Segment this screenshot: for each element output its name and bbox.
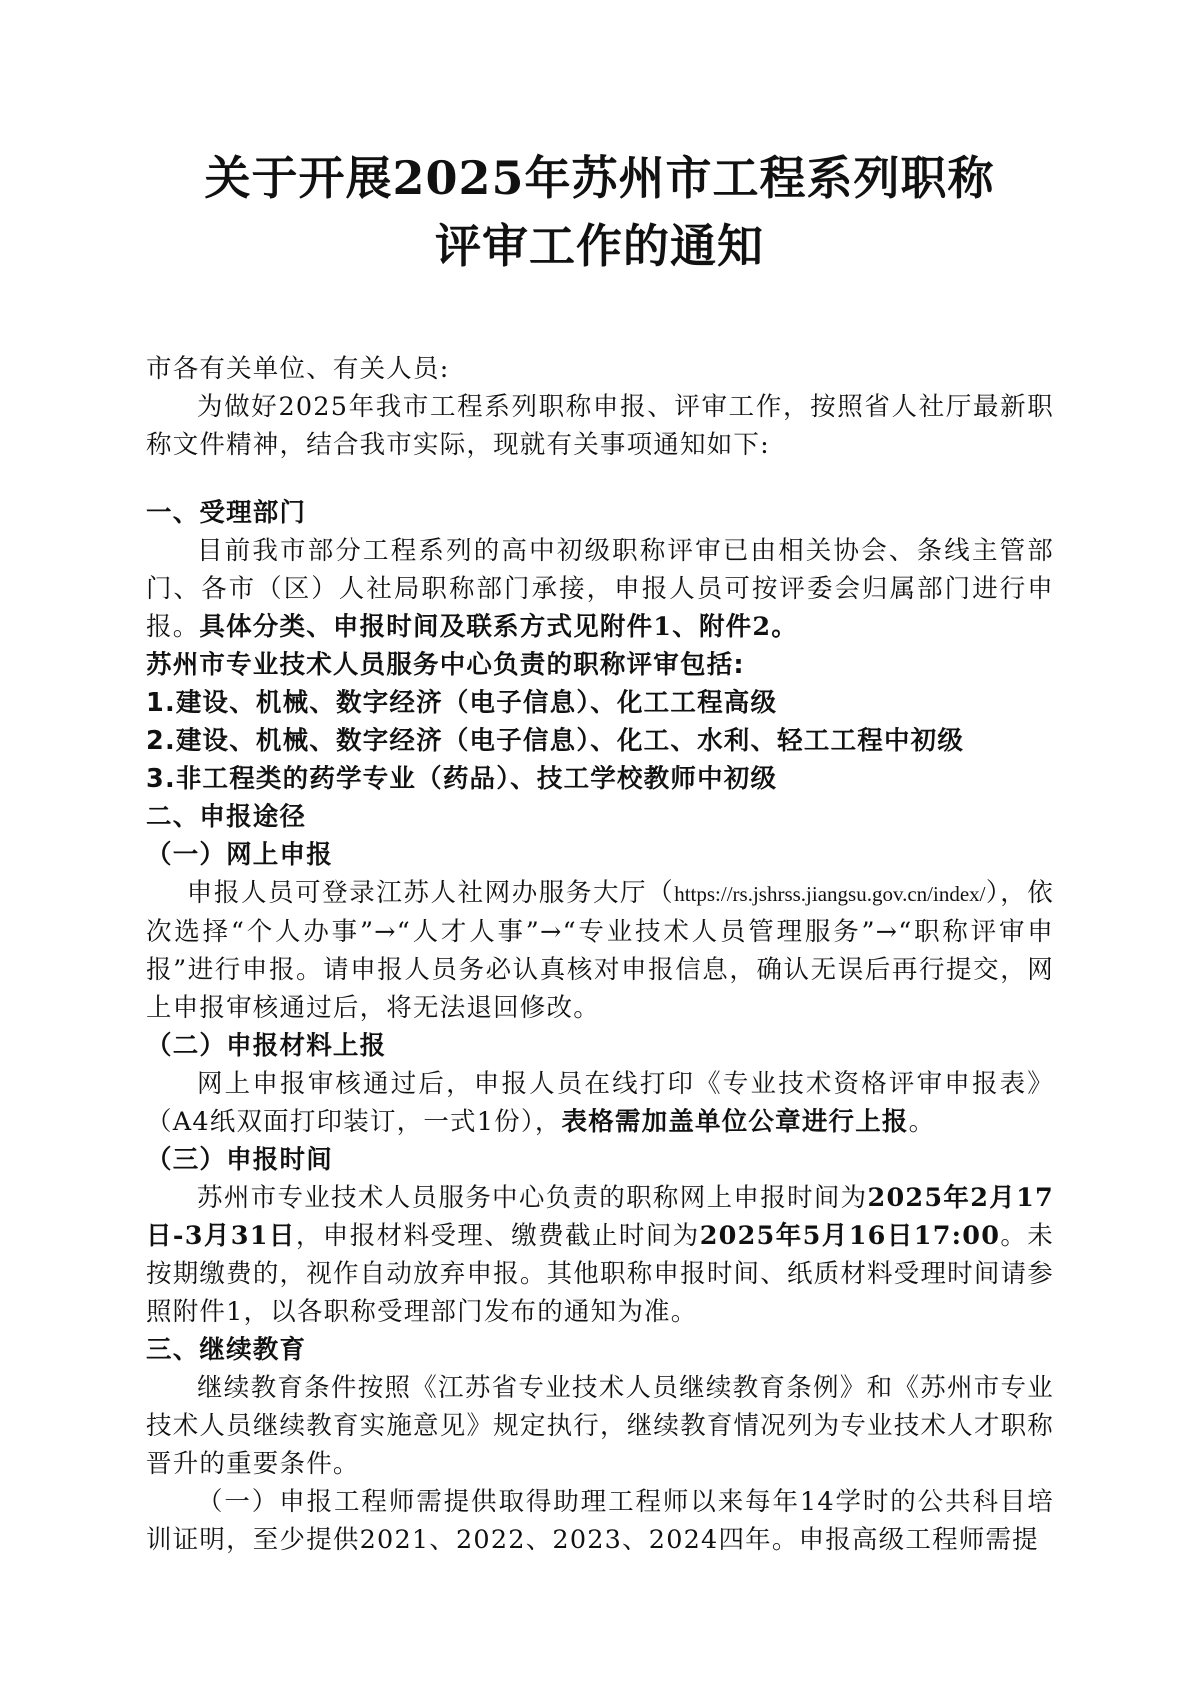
- document-title-line-1: 关于开展2025年苏州市工程系列职称: [204, 151, 995, 205]
- section-1-paragraph-2: 苏州市专业技术人员服务中心负责的职称评审包括:: [146, 650, 745, 680]
- section-3-paragraph-2: （一）申报工程师需提供取得助理工程师以来每年14学时的公共科目培训证明，至少提供2021、2022、2023、2024四年。申报高级工程师需提: [146, 1487, 1054, 1555]
- list-item: 1.建设、机械、数字经济（电子信息）、化工工程高级: [146, 688, 778, 718]
- section-2-sub-2-heading: （二）申报材料上报: [146, 1031, 387, 1061]
- section-3-heading: 三、继续教育: [146, 1335, 307, 1365]
- document-body: [146, 350, 1054, 1559]
- section-3-paragraph-1: 继续教育条件按照《江苏省专业技术人员继续教育条例》和《苏州市专业技术人员继续教育实施意见》规定执行，继续教育情况列为专业技术人才职称晋升的重要条件。: [146, 1373, 1054, 1479]
- section-2-sub-1-heading: （一）网上申报: [146, 840, 333, 870]
- section-1-para-1-bold: 具体分类、申报时间及联系方式见附件1、附件2。: [199, 612, 798, 642]
- section-1-para-1-text: 目前我市部分工程系列的高中初级职称评审已由相关协会、条线主管部门、各市（区）人社局职称部门承接，申报人员可按评委会归属部门进行申报。: [146, 536, 1054, 642]
- section-2-sub-3-paragraph: [146, 1179, 1054, 1331]
- sub-2-text: 网上申报审核通过后，申报人员在线打印《专业技术资格评审申报表》（A4纸双面打印装订，一式1份），: [146, 1069, 1054, 1137]
- section-2-heading: 二、申报途径: [146, 802, 307, 832]
- sub-3-text-1: 苏州市专业技术人员服务中心负责的职称网上申报时间为: [197, 1183, 868, 1213]
- sub-3-text-3: 。未按期缴费的，视作自动放弃申报。其他职称申报时间、纸质材料受理时间请参照附件1，以各职称受理部门发布的通知为准。: [146, 1221, 1054, 1327]
- section-1-paragraph-1: [146, 532, 1054, 646]
- salutation: 市各有关单位、有关人员:: [146, 354, 450, 384]
- list-item: 3.非工程类的药学专业（药品）、技工学校教师中初级: [146, 764, 778, 794]
- section-2-sub-3-heading: （三）申报时间: [146, 1145, 333, 1175]
- payment-deadline: 2025年5月16日17:00: [699, 1221, 1001, 1251]
- website-url: https://rs.jshrss.jiangsu.gov.cn/index/: [674, 882, 986, 906]
- online-application-period: 2025年2月17日-3月31日: [146, 1183, 1054, 1251]
- section-2-sub-2-paragraph: [146, 1065, 1054, 1141]
- intro-paragraph: 为做好2025年我市工程系列职称申报、评审工作，按照省人社厅最新职称文件精神，结合我市实际，现就有关事项通知如下:: [146, 392, 1054, 460]
- sub-2-text-end: 。: [908, 1107, 936, 1137]
- sub-3-text-2: ，申报材料受理、缴费截止时间为: [295, 1221, 700, 1251]
- sub-2-bold-text: 表格需加盖单位公章进行上报: [561, 1107, 909, 1137]
- list-item: 2.建设、机械、数字经济（电子信息）、化工、水利、轻工工程中初级: [146, 726, 965, 756]
- section-1-heading: 一、受理部门: [146, 498, 307, 528]
- document-title-line-2: 评审工作的通知: [435, 219, 764, 273]
- sub-1-text-after-url: ），依次选择“个人办事”→“人才人事”→“专业技术人员管理服务”→“职称评审申报”进行申报。请申报人员务必认真核对申报信息，确认无误后再行提交，网上申报审核通过后，将无法退回修改。: [146, 878, 1054, 1023]
- sub-1-text-before-url: 申报人员可登录江苏人社网办服务大厅（: [186, 878, 675, 908]
- section-2-sub-1-paragraph: [146, 874, 1054, 1027]
